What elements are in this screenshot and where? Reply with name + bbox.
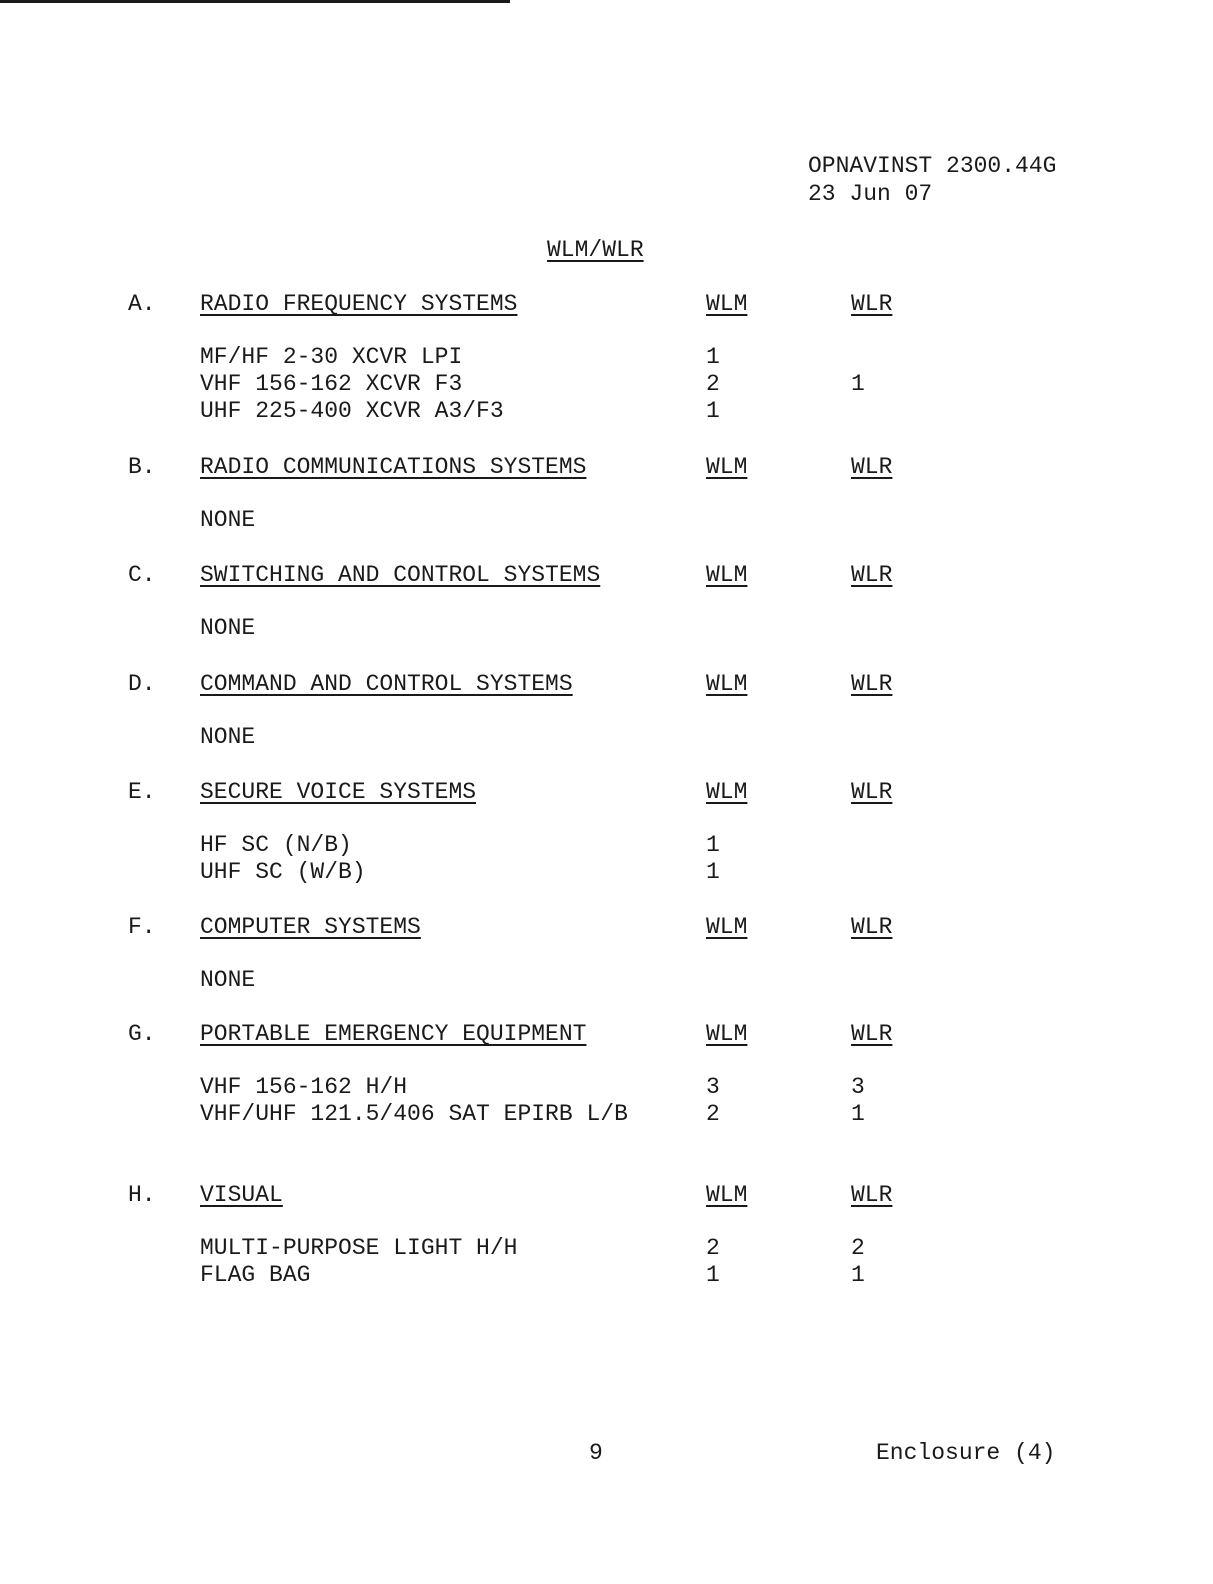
wlm-column-header: WLM — [706, 291, 748, 317]
section-b — [0, 454, 1213, 534]
wlm-count: 3 — [706, 1074, 720, 1100]
section-header — [0, 562, 1213, 589]
wlm-column-header: WLM — [706, 1021, 748, 1047]
page-title: WLM/WLR — [547, 237, 644, 263]
item-name: UHF SC (W/B) — [200, 859, 366, 885]
item-name: MULTI-PURPOSE LIGHT H/H — [200, 1235, 518, 1261]
section-title: PORTABLE EMERGENCY EQUIPMENT — [200, 1021, 587, 1047]
wlm-count: 1 — [706, 1262, 720, 1288]
wlm-count: 2 — [706, 1235, 720, 1261]
list-item — [0, 1074, 1213, 1101]
section-letter: C. — [128, 562, 156, 588]
document-date: 23 Jun 07 — [808, 181, 933, 207]
item-list — [0, 615, 1213, 642]
section-letter: A. — [128, 291, 156, 317]
wlm-column-header: WLM — [706, 454, 748, 480]
list-item — [0, 1101, 1213, 1128]
wlr-count: 1 — [851, 1101, 865, 1127]
section-a — [0, 291, 1213, 425]
wlr-column-header: WLR — [851, 454, 893, 480]
list-item — [0, 832, 1213, 859]
section-title: COMPUTER SYSTEMS — [200, 914, 421, 940]
section-letter: D. — [128, 671, 156, 697]
item-name: HF SC (N/B) — [200, 832, 352, 858]
item-list — [0, 344, 1213, 425]
item-name: VHF 156-162 H/H — [200, 1074, 408, 1100]
section-header — [0, 291, 1213, 318]
wlm-count: 2 — [706, 1101, 720, 1127]
section-title: SECURE VOICE SYSTEMS — [200, 779, 477, 805]
section-letter: H. — [128, 1182, 156, 1208]
wlr-column-header: WLR — [851, 779, 893, 805]
section-title: VISUAL — [200, 1182, 283, 1208]
item-name: NONE — [200, 615, 256, 641]
section-header — [0, 454, 1213, 481]
item-name: NONE — [200, 724, 256, 750]
wlr-column-header: WLR — [851, 291, 893, 317]
wlm-count: 1 — [706, 344, 720, 370]
item-list — [0, 1074, 1213, 1128]
wlm-column-header: WLM — [706, 671, 748, 697]
section-letter: G. — [128, 1021, 156, 1047]
section-header — [0, 1182, 1213, 1209]
wlr-count: 3 — [851, 1074, 865, 1100]
wlm-column-header: WLM — [706, 779, 748, 805]
section-letter: B. — [128, 454, 156, 480]
wlr-column-header: WLR — [851, 914, 893, 940]
wlm-count: 2 — [706, 371, 720, 397]
section-c — [0, 562, 1213, 642]
item-list — [0, 507, 1213, 534]
section-letter: F. — [128, 914, 156, 940]
item-name: VHF/UHF 121.5/406 SAT EPIRB L/B — [200, 1101, 628, 1127]
section-title: SWITCHING AND CONTROL SYSTEMS — [200, 562, 601, 588]
wlr-column-header: WLR — [851, 1182, 893, 1208]
wlm-count: 1 — [706, 859, 720, 885]
list-item — [0, 859, 1213, 886]
item-list — [0, 1235, 1213, 1289]
wlm-column-header: WLM — [706, 1182, 748, 1208]
list-item — [0, 724, 1213, 751]
item-name: MF/HF 2-30 XCVR LPI — [200, 344, 463, 370]
item-name: NONE — [200, 967, 256, 993]
wlr-column-header: WLR — [851, 671, 893, 697]
list-item — [0, 398, 1213, 425]
list-item — [0, 1235, 1213, 1262]
item-name: FLAG BAG — [200, 1262, 311, 1288]
section-title: COMMAND AND CONTROL SYSTEMS — [200, 671, 573, 697]
item-name: NONE — [200, 507, 256, 533]
list-item — [0, 371, 1213, 398]
section-title: RADIO COMMUNICATIONS SYSTEMS — [200, 454, 587, 480]
section-header — [0, 779, 1213, 806]
section-title: RADIO FREQUENCY SYSTEMS — [200, 291, 518, 317]
list-item — [0, 1262, 1213, 1289]
wlm-count: 1 — [706, 398, 720, 424]
section-letter: E. — [128, 779, 156, 805]
item-list — [0, 724, 1213, 751]
enclosure-label: Enclosure (4) — [876, 1440, 1056, 1466]
wlm-column-header: WLM — [706, 562, 748, 588]
section-e — [0, 779, 1213, 886]
top-rule — [0, 0, 510, 3]
wlm-column-header: WLM — [706, 914, 748, 940]
section-header — [0, 671, 1213, 698]
section-g — [0, 1021, 1213, 1128]
wlr-count: 2 — [851, 1235, 865, 1261]
section-header — [0, 1021, 1213, 1048]
document-header — [808, 153, 1056, 209]
instruction-number: OPNAVINST 2300.44G — [808, 153, 1057, 179]
list-item — [0, 615, 1213, 642]
page-number: 9 — [589, 1440, 603, 1466]
list-item — [0, 507, 1213, 534]
item-name: UHF 225-400 XCVR A3/F3 — [200, 398, 504, 424]
section-d — [0, 671, 1213, 751]
wlr-column-header: WLR — [851, 562, 893, 588]
item-list — [0, 832, 1213, 886]
section-h — [0, 1182, 1213, 1289]
item-name: VHF 156-162 XCVR F3 — [200, 371, 463, 397]
wlr-count: 1 — [851, 1262, 865, 1288]
wlm-count: 1 — [706, 832, 720, 858]
list-item — [0, 967, 1213, 994]
wlr-count: 1 — [851, 371, 865, 397]
wlr-column-header: WLR — [851, 1021, 893, 1047]
list-item — [0, 344, 1213, 371]
item-list — [0, 967, 1213, 994]
section-header — [0, 914, 1213, 941]
section-f — [0, 914, 1213, 994]
